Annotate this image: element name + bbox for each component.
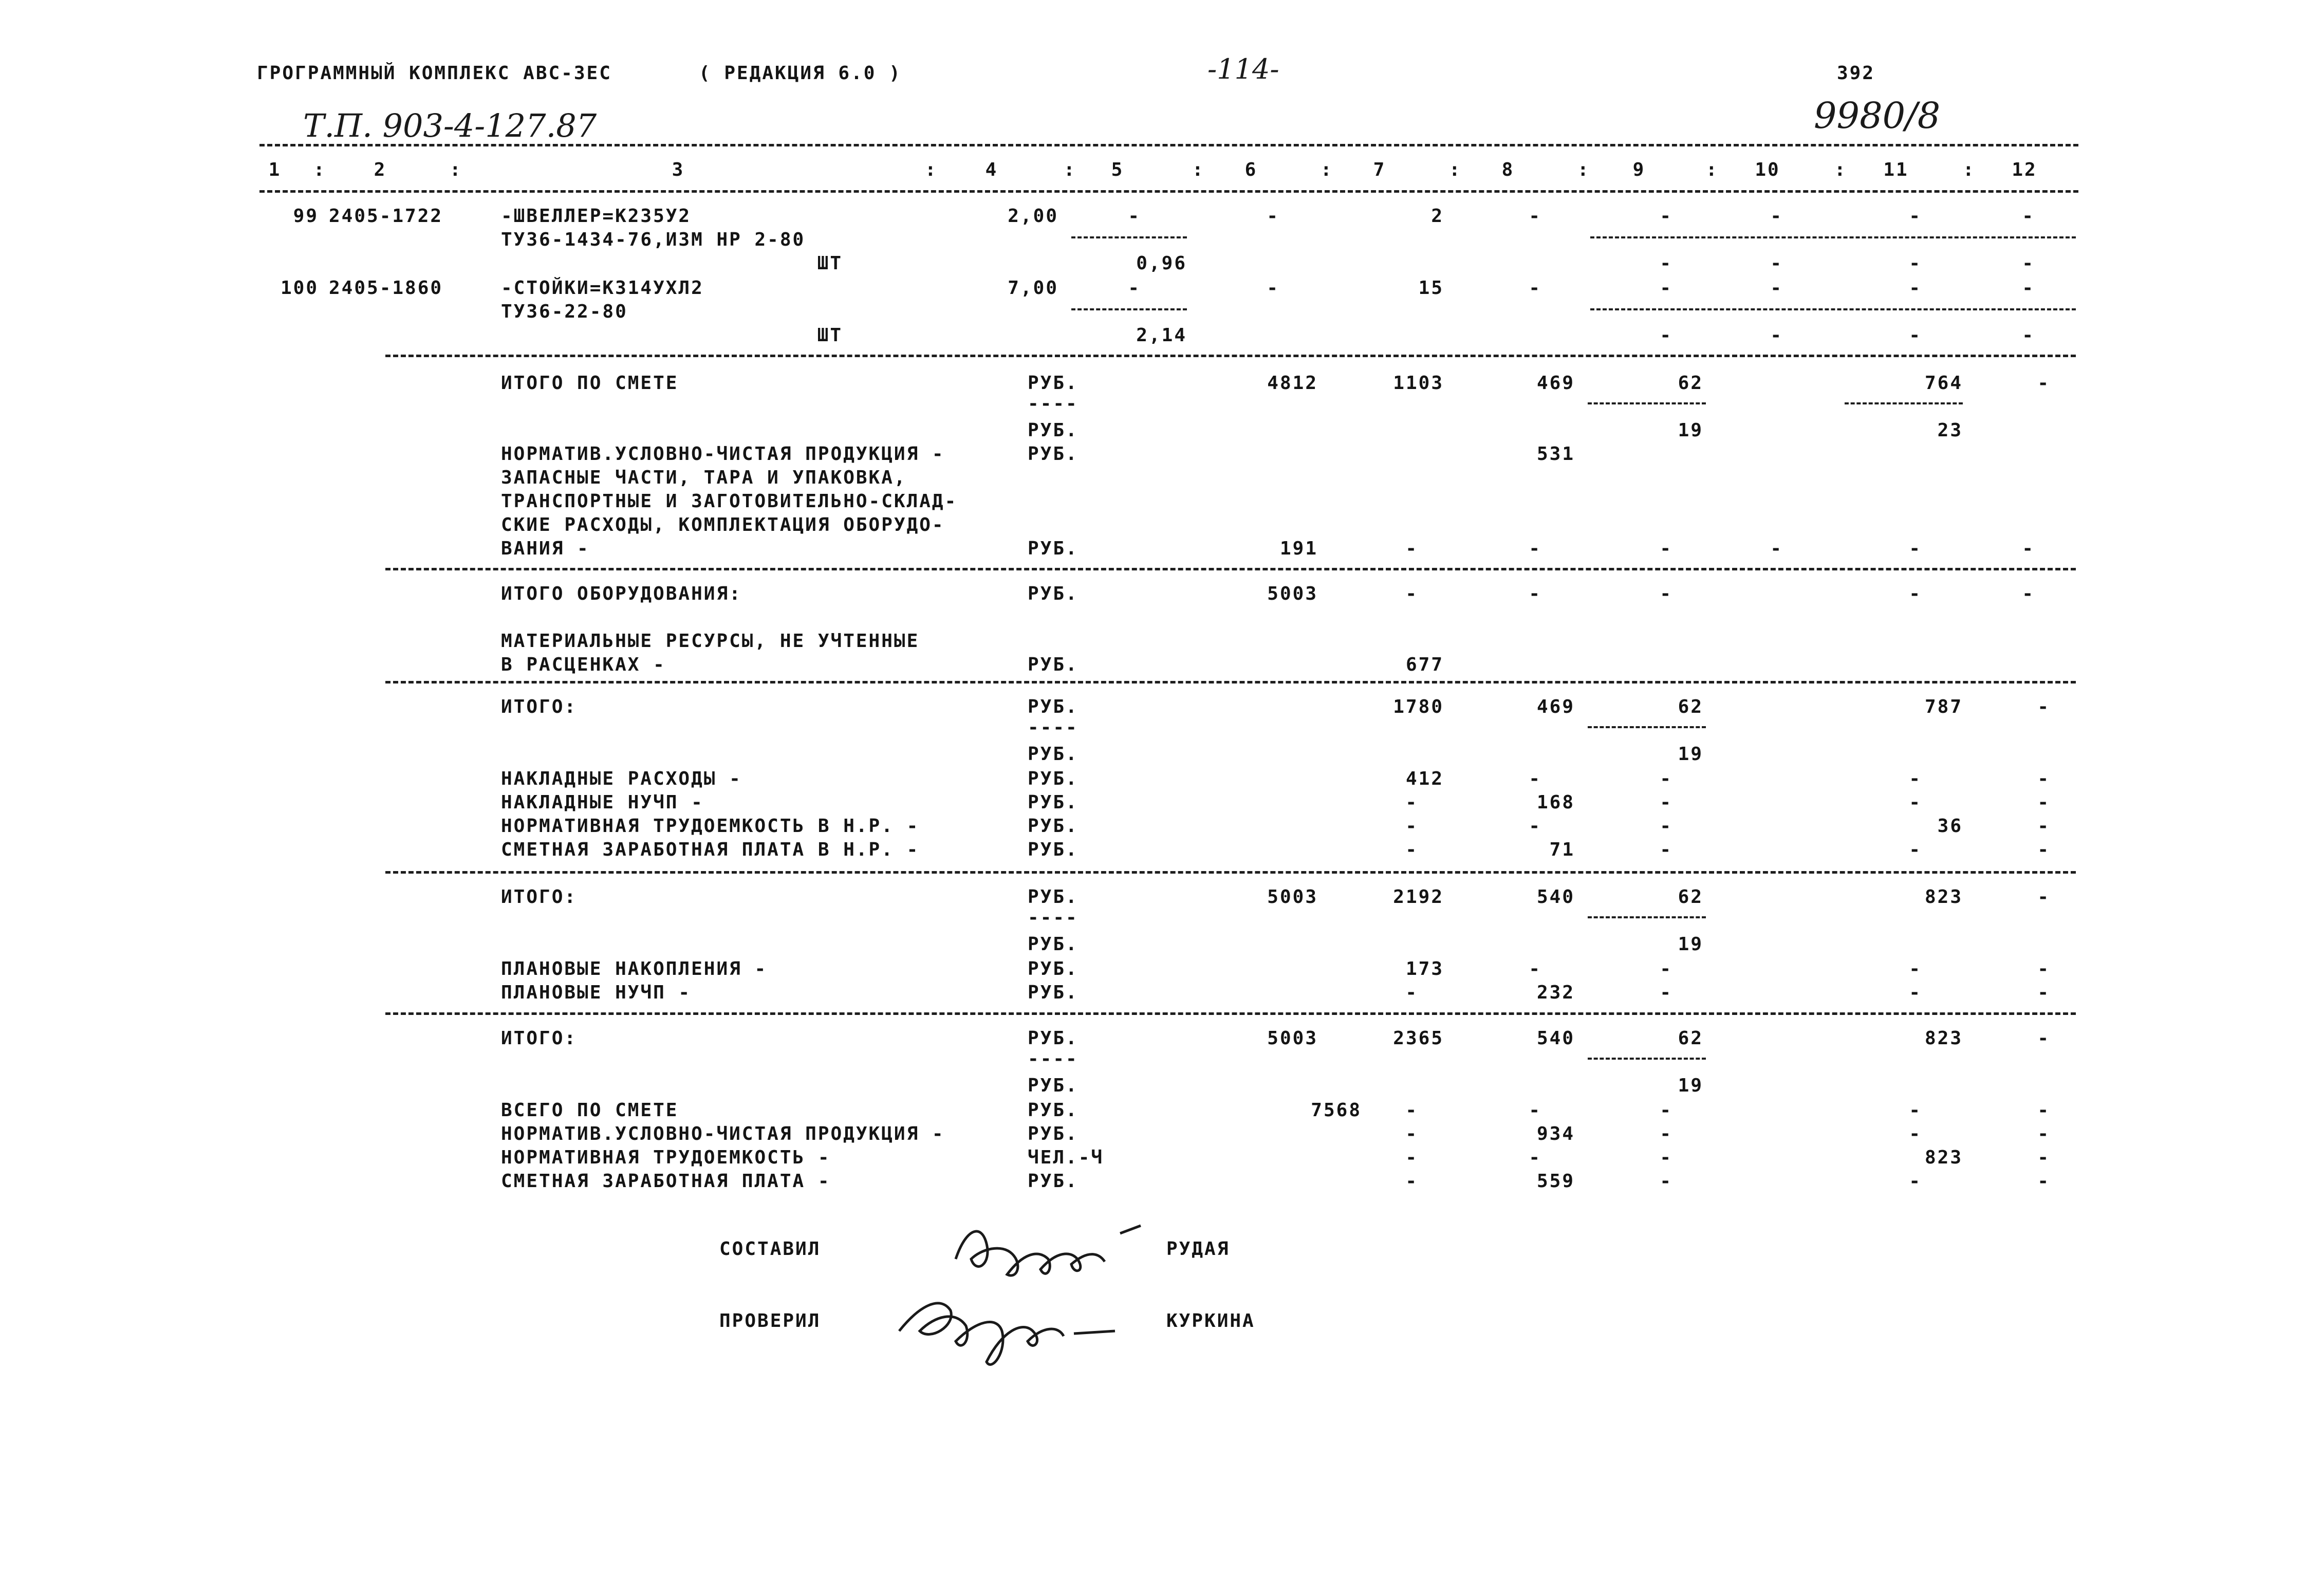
summary-row-label: НАКЛАДНЫЕ РАСХОДЫ -: [501, 768, 742, 789]
section-rule: [385, 355, 2076, 357]
materials-label: МАТЕРИАЛЬНЫЕ РЕСУРСЫ, НЕ УЧТЕННЫЕ: [501, 631, 920, 652]
equipment-dash: -: [1909, 583, 1922, 604]
summary-row-c7: -: [1405, 816, 1418, 837]
compiled-name: РУДАЯ: [1166, 1238, 1230, 1260]
archive-number: 9980/8: [1814, 95, 1941, 137]
item-c11-bottom: -: [1909, 253, 1922, 274]
unit-label: РУБ.: [1028, 934, 1079, 955]
summary-row-c7: -: [1405, 792, 1418, 813]
subtotal-c9-sub: 19: [1678, 934, 1703, 955]
summary-row-c11: -: [1909, 1100, 1922, 1121]
subtotal-c8: 540: [1536, 1028, 1575, 1049]
item-code: 2405-1722: [329, 206, 443, 227]
unit-label: РУБ.: [1028, 744, 1079, 765]
item-c7: 15: [1418, 278, 1444, 299]
summary-row-c11: -: [1909, 839, 1922, 860]
summary-row-c11: -: [1909, 982, 1922, 1003]
total-label: ИТОГО ПО СМЕТЕ: [501, 373, 679, 394]
equipment-dash: -: [1660, 583, 1672, 604]
summary-row-c12: -: [2037, 768, 2050, 789]
column-divider: :: [1449, 159, 1462, 180]
column-divider: :: [1064, 159, 1076, 180]
subtotal-c9-sub: 19: [1678, 1075, 1703, 1096]
summary-row-c6: 7568: [1311, 1100, 1362, 1121]
summary-row-c11: -: [1909, 1123, 1922, 1144]
subtotal-c9-sub: 19: [1678, 744, 1703, 765]
unit-label: РУБ.: [1028, 538, 1079, 559]
unit-label: РУБ.: [1028, 654, 1079, 675]
total-c11: 764: [1924, 373, 1963, 394]
column-divider: :: [1963, 159, 1976, 180]
item-c9-bottom: -: [1660, 253, 1672, 274]
subtotal-label: ИТОГО:: [501, 886, 578, 908]
checked-name: КУРКИНА: [1166, 1310, 1255, 1332]
item-c5-top: -: [1128, 206, 1141, 227]
header-rule-bottom: [259, 190, 2078, 193]
item-right-rule: [1590, 236, 2076, 238]
summary-row-c9: -: [1660, 1100, 1672, 1121]
item-c10-bottom: -: [1770, 253, 1783, 274]
summary-row-c7: 173: [1405, 958, 1444, 979]
item-c10-top: -: [1770, 278, 1783, 299]
unit-label: РУБ.: [1028, 583, 1079, 604]
spare-dash: -: [1660, 538, 1672, 559]
summary-row-c8: -: [1529, 958, 1541, 979]
summary-row-c7: 412: [1405, 768, 1444, 789]
total-c11-sub: 23: [1937, 420, 1963, 441]
column-divider: :: [1834, 159, 1847, 180]
column-divider: :: [313, 159, 326, 180]
summary-row-label: НАКЛАДНЫЕ НУЧП -: [501, 792, 704, 813]
subtotal-label: ИТОГО:: [501, 1028, 578, 1049]
section-rule: [385, 568, 2076, 570]
summary-row-c7: -: [1405, 982, 1418, 1003]
equipment-dash: -: [1405, 583, 1418, 604]
summary-row-c11: -: [1909, 1171, 1922, 1192]
summary-row-c8: 559: [1536, 1171, 1575, 1192]
item-c7: 2: [1431, 206, 1444, 227]
spare-parts-label: ВАНИЯ -: [501, 538, 590, 559]
summary-row-c9: -: [1660, 1147, 1672, 1168]
section-rule: [385, 681, 2076, 683]
summary-row-c9: -: [1660, 1123, 1672, 1144]
item-c10-top: -: [1770, 206, 1783, 227]
subtotal-c7: 1780: [1393, 696, 1444, 717]
spare-dash: -: [1770, 538, 1783, 559]
subtotal-c9: 62: [1678, 886, 1703, 908]
spare-parts-label: СКИЕ РАСХОДЫ, КОМПЛЕКТАЦИЯ ОБОРУДО-: [501, 514, 945, 535]
unit-label: РУБ.: [1028, 1123, 1079, 1144]
spare-dash: -: [2022, 538, 2035, 559]
subtotal-c12: -: [2037, 886, 2050, 908]
equipment-total-label: ИТОГО ОБОРУДОВАНИЯ:: [501, 583, 742, 604]
summary-row-label: НОРМАТИВНАЯ ТРУДОЕМКОСТЬ -: [501, 1147, 831, 1168]
unit-label: РУБ.: [1028, 768, 1079, 789]
checked-label: ПРОВЕРИЛ: [719, 1310, 821, 1332]
summary-row-c7: -: [1405, 1147, 1418, 1168]
subtotal-c6: 5003: [1267, 1028, 1318, 1049]
summary-row-c8: -: [1529, 1147, 1541, 1168]
column-number: 2: [374, 159, 387, 180]
column-divider: :: [1192, 159, 1205, 180]
summary-row-c12: -: [2037, 982, 2050, 1003]
item-c8: -: [1529, 206, 1541, 227]
item-number: 100: [280, 278, 319, 299]
item-qty: 7,00: [1008, 278, 1058, 299]
norm-label: НОРМАТИВ.УСЛОВНО-ЧИСТАЯ ПРОДУКЦИЯ -: [501, 443, 945, 465]
summary-row-c11: -: [1909, 958, 1922, 979]
summary-row-c11: 36: [1937, 816, 1963, 837]
spare-parts-label: ТРАНСПОРТНЫЕ И ЗАГОТОВИТЕЛЬНО-СКЛАД-: [501, 491, 958, 512]
column-number: 3: [672, 159, 685, 180]
column-number: 6: [1244, 159, 1258, 180]
item-c11-top: -: [1909, 206, 1922, 227]
edition-label: ( РЕДАКЦИЯ 6.0 ): [699, 63, 902, 84]
equipment-dash: -: [1529, 583, 1541, 604]
compiled-label: СОСТАВИЛ: [719, 1238, 821, 1260]
subtotal-c11: 787: [1924, 696, 1963, 717]
total-c8: 469: [1536, 373, 1575, 394]
equipment-dash: -: [2022, 583, 2035, 604]
unit-label: РУБ.: [1028, 982, 1079, 1003]
summary-row-c12: -: [2037, 839, 2050, 860]
summary-row-c9: -: [1660, 768, 1672, 789]
item-c9-bottom: -: [1660, 325, 1672, 346]
subtotal-label: ИТОГО:: [501, 696, 578, 717]
unit-separator: ----: [1028, 717, 1079, 738]
item-unit: ШТ: [817, 253, 843, 274]
equipment-c6: 5003: [1267, 583, 1318, 604]
spare-dash: -: [1909, 538, 1922, 559]
subtotal-c8: 469: [1536, 696, 1575, 717]
norm-c8: 531: [1536, 443, 1575, 465]
summary-row-c12: -: [2037, 1147, 2050, 1168]
summary-row-label: СМЕТНАЯ ЗАРАБОТНАЯ ПЛАТА В Н.Р. -: [501, 839, 920, 860]
item-qty: 2,00: [1008, 206, 1058, 227]
subtotal-c12: -: [2037, 1028, 2050, 1049]
summary-row-c11: -: [1909, 792, 1922, 813]
item-right-rule: [1590, 308, 2076, 310]
item-c12-top: -: [2022, 206, 2035, 227]
materials-label: В РАСЦЕНКАХ -: [501, 654, 666, 675]
total-c6: 4812: [1267, 373, 1318, 394]
item-c5-bottom: 0,96: [1136, 253, 1187, 274]
subtotal-c6: 5003: [1267, 886, 1318, 908]
subtotal-c9: 62: [1678, 1028, 1703, 1049]
summary-row-c9: -: [1660, 958, 1672, 979]
item-spec: ТУ36-1434-76,ИЗМ НР 2-80: [501, 229, 806, 250]
summary-row-c8: 168: [1536, 792, 1575, 813]
unit-label: РУБ.: [1028, 816, 1079, 837]
unit-label: РУБ.: [1028, 958, 1079, 979]
summary-row-label: НОРМАТИВНАЯ ТРУДОЕМКОСТЬ В Н.Р. -: [501, 816, 920, 837]
c9-split-rule: [1588, 1058, 1706, 1060]
checked-signature: [889, 1274, 1125, 1377]
spare-c6: 191: [1279, 538, 1318, 559]
summary-row-c7: -: [1405, 1100, 1418, 1121]
unit-label: РУБ.: [1028, 1075, 1079, 1096]
column-number: 5: [1111, 159, 1124, 180]
subtotal-c11: 823: [1924, 886, 1963, 908]
summary-row-label: НОРМАТИВ.УСЛОВНО-ЧИСТАЯ ПРОДУКЦИЯ -: [501, 1123, 945, 1144]
subtotal-c7: 2365: [1393, 1028, 1444, 1049]
sheet-number: 392: [1837, 63, 1875, 84]
column-number: 9: [1632, 159, 1646, 180]
column-divider: :: [1321, 159, 1333, 180]
item-c9-top: -: [1660, 206, 1672, 227]
column-divider: :: [925, 159, 938, 180]
total-c12: -: [2037, 373, 2050, 394]
unit-label: ЧЕЛ.-Ч: [1028, 1147, 1104, 1168]
summary-row-c12: -: [2037, 792, 2050, 813]
item-code: 2405-1860: [329, 278, 443, 299]
unit-label: РУБ.: [1028, 792, 1079, 813]
section-rule: [385, 871, 2076, 874]
summary-row-c7: -: [1405, 1171, 1418, 1192]
unit-label: РУБ.: [1028, 839, 1079, 860]
unit-label: РУБ.: [1028, 1171, 1079, 1192]
c9-split-rule: [1588, 726, 1706, 728]
summary-row-c12: -: [2037, 816, 2050, 837]
subtotal-c12: -: [2037, 696, 2050, 717]
total-c9: 62: [1678, 373, 1703, 394]
summary-row-c9: -: [1660, 1171, 1672, 1192]
summary-row-c12: -: [2037, 1100, 2050, 1121]
item-c12-bottom: -: [2022, 253, 2035, 274]
summary-row-c9: -: [1660, 816, 1672, 837]
page-marker: -114-: [1207, 53, 1279, 85]
summary-row-label: ПЛАНОВЫЕ НУЧП -: [501, 982, 692, 1003]
summary-row-c12: -: [2037, 958, 2050, 979]
column-divider: :: [1577, 159, 1590, 180]
spare-dash: -: [1405, 538, 1418, 559]
unit-separator: ----: [1028, 1048, 1079, 1069]
unit-label: РУБ.: [1028, 443, 1079, 465]
c9-split-rule: [1588, 402, 1706, 404]
item-c10-bottom: -: [1770, 325, 1783, 346]
program-title: ГРОГРАММНЫЙ КОМПЛЕКС АВС-3ЕС: [257, 63, 612, 84]
item-name: -ШВЕЛЛЕР=К235У2: [501, 206, 692, 227]
summary-row-label: ВСЕГО ПО СМЕТЕ: [501, 1100, 679, 1121]
unit-label: РУБ.: [1028, 420, 1079, 441]
project-code: Т.П. 903-4-127.87: [303, 107, 597, 144]
summary-row-c11: -: [1909, 768, 1922, 789]
item-c12-bottom: -: [2022, 325, 2035, 346]
item-c6: -: [1267, 278, 1279, 299]
summary-row-c9: -: [1660, 839, 1672, 860]
materials-c7: 677: [1405, 654, 1444, 675]
item-spec: ТУ36-22-80: [501, 301, 628, 322]
column-number: 12: [2012, 159, 2037, 180]
summary-row-c8: 232: [1536, 982, 1575, 1003]
summary-row-label: СМЕТНАЯ ЗАРАБОТНАЯ ПЛАТА -: [501, 1171, 831, 1192]
column-number: 8: [1501, 159, 1515, 180]
unit-label: РУБ.: [1028, 373, 1079, 394]
summary-row-c8: -: [1529, 1100, 1541, 1121]
unit-separator: ----: [1028, 907, 1079, 928]
subtotal-c11: 823: [1924, 1028, 1963, 1049]
spare-parts-label: ЗАПАСНЫЕ ЧАСТИ, ТАРА И УПАКОВКА,: [501, 467, 907, 488]
unit-label: РУБ.: [1028, 1100, 1079, 1121]
summary-row-c8: -: [1529, 816, 1541, 837]
summary-row-c9: -: [1660, 792, 1672, 813]
item-c6: -: [1267, 206, 1279, 227]
summary-row-c11: 823: [1924, 1147, 1963, 1168]
item-c11-bottom: -: [1909, 325, 1922, 346]
unit-separator: ----: [1028, 393, 1079, 414]
item-unit: ШТ: [817, 325, 843, 346]
summary-row-c12: -: [2037, 1171, 2050, 1192]
column-number: 1: [268, 159, 282, 180]
item-c11-top: -: [1909, 278, 1922, 299]
summary-row-c7: -: [1405, 839, 1418, 860]
subtotal-c7: 2192: [1393, 886, 1444, 908]
header-rule-top: [259, 144, 2078, 146]
item-c8: -: [1529, 278, 1541, 299]
summary-row-c9: -: [1660, 982, 1672, 1003]
c11-split-rule: [1845, 402, 1963, 404]
item-c5-top: -: [1128, 278, 1141, 299]
section-rule: [385, 1012, 2076, 1015]
item-number: 99: [293, 206, 319, 227]
spare-dash: -: [1529, 538, 1541, 559]
column-number: 4: [985, 159, 998, 180]
summary-row-c12: -: [2037, 1123, 2050, 1144]
subtotal-c9: 62: [1678, 696, 1703, 717]
summary-row-c8: -: [1529, 768, 1541, 789]
summary-row-label: ПЛАНОВЫЕ НАКОПЛЕНИЯ -: [501, 958, 768, 979]
item-c5-rule: [1071, 236, 1187, 238]
summary-row-c8: 934: [1536, 1123, 1575, 1144]
total-c7: 1103: [1393, 373, 1444, 394]
item-c5-bottom: 2,14: [1136, 325, 1187, 346]
summary-row-c7: -: [1405, 1123, 1418, 1144]
column-number: 7: [1373, 159, 1386, 180]
item-c5-rule: [1071, 308, 1187, 310]
column-number: 10: [1755, 159, 1780, 180]
item-c9-top: -: [1660, 278, 1672, 299]
item-name: -СТОЙКИ=К314УХЛ2: [501, 278, 704, 299]
item-c12-top: -: [2022, 278, 2035, 299]
c9-split-rule: [1588, 916, 1706, 918]
summary-row-c8: 71: [1549, 839, 1575, 860]
subtotal-c8: 540: [1536, 886, 1575, 908]
total-c9-sub: 19: [1678, 420, 1703, 441]
column-divider: :: [450, 159, 462, 180]
unit-label: РУБ.: [1028, 886, 1079, 908]
unit-label: РУБ.: [1028, 696, 1079, 717]
column-number: 11: [1883, 159, 1909, 180]
column-divider: :: [1706, 159, 1719, 180]
unit-label: РУБ.: [1028, 1028, 1079, 1049]
